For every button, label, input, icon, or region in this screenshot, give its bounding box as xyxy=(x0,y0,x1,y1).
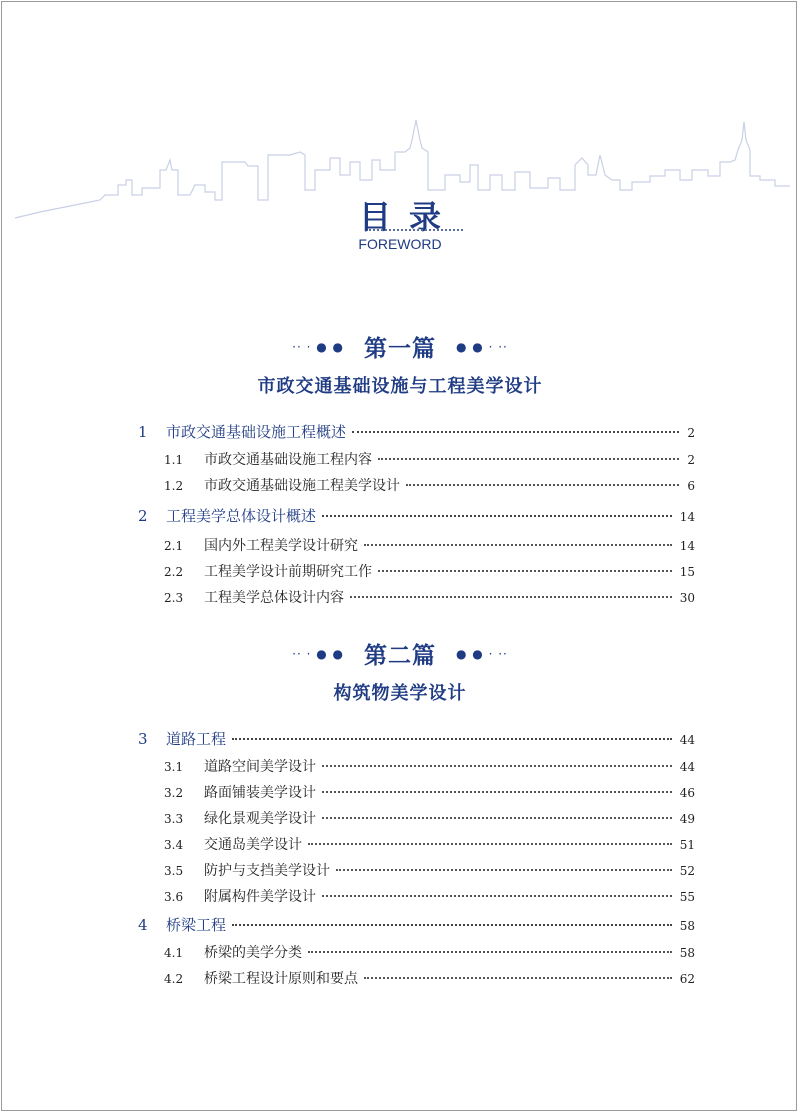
chapter-title: 桥梁工程 xyxy=(166,916,227,934)
page-number: 2 xyxy=(687,453,695,467)
section-title: 桥梁的美学分类 xyxy=(204,945,302,961)
page-number: 2 xyxy=(687,426,695,440)
part-title: 第一篇 xyxy=(364,335,436,362)
page-number: 14 xyxy=(679,510,695,524)
section-number: 4.1 xyxy=(164,946,184,960)
chapter-title: 工程美学总体设计概述 xyxy=(166,507,317,525)
chapter-title: 道路工程 xyxy=(166,730,227,748)
part-title: 第二篇 xyxy=(364,642,436,669)
dot-leader xyxy=(378,458,679,460)
toc-section-row[interactable] xyxy=(138,832,695,858)
section-number: 3.6 xyxy=(164,890,184,904)
page-number: 58 xyxy=(679,919,695,933)
toc-chapter-row[interactable] xyxy=(138,726,695,752)
ornament-dots-left: ·· · ● ● xyxy=(292,339,344,354)
section-title: 交通岛美学设计 xyxy=(204,837,302,853)
part-subtitle: 市政交通基础设施与工程美学设计 xyxy=(257,376,543,397)
dot-leader xyxy=(364,977,672,979)
section-number: 3.2 xyxy=(164,786,184,800)
page-number: 15 xyxy=(679,565,695,579)
dot-leader xyxy=(322,791,672,793)
ornament-dots-left: ·· · ● ● xyxy=(292,646,344,661)
section-title: 工程美学总体设计内容 xyxy=(204,590,344,606)
chapter-title: 市政交通基础设施工程概述 xyxy=(166,423,347,441)
page-number: 55 xyxy=(679,890,695,904)
part-subtitle: 构筑物美学设计 xyxy=(333,683,467,704)
section-title: 路面铺装美学设计 xyxy=(204,785,316,801)
section-number: 3.4 xyxy=(164,838,184,852)
section-number: 2.1 xyxy=(164,539,184,553)
chapter-number: 4 xyxy=(138,916,148,934)
toc-section-row[interactable] xyxy=(138,858,695,884)
section-number: 3.3 xyxy=(164,812,184,826)
page-number: 44 xyxy=(679,733,695,747)
chapter-number: 1 xyxy=(138,423,148,441)
part-heading xyxy=(0,637,800,670)
toc-section-row[interactable] xyxy=(138,780,695,806)
section-title: 工程美学设计前期研究工作 xyxy=(204,564,372,580)
page-number: 62 xyxy=(679,972,695,986)
toc-chapter-row[interactable] xyxy=(138,503,695,529)
toc-section-row[interactable] xyxy=(138,585,695,611)
toc-section-row[interactable] xyxy=(138,940,695,966)
toc-chapter-row[interactable] xyxy=(138,912,695,938)
section-title: 防护与支挡美学设计 xyxy=(204,863,330,879)
dot-leader xyxy=(322,895,672,897)
dot-leader xyxy=(336,869,672,871)
toc-section-row[interactable] xyxy=(138,447,695,473)
section-title: 桥梁工程设计原则和要点 xyxy=(204,971,358,987)
section-number: 1.1 xyxy=(164,453,184,467)
dot-leader xyxy=(232,738,672,740)
dot-leader xyxy=(308,843,672,845)
chapter-number: 3 xyxy=(138,730,148,748)
section-number: 1.2 xyxy=(164,479,184,493)
page-number: 52 xyxy=(679,864,695,878)
toc-section-row[interactable] xyxy=(138,806,695,832)
dot-leader xyxy=(378,570,672,572)
section-title: 附属构件美学设计 xyxy=(204,889,316,905)
toc-section-row[interactable] xyxy=(138,533,695,559)
ornament-dots-right: ● ● · ·· xyxy=(456,646,508,661)
chapter-number: 2 xyxy=(138,507,148,525)
page-number: 49 xyxy=(679,812,695,826)
page-number: 51 xyxy=(679,838,695,852)
page-number: 58 xyxy=(679,946,695,960)
section-title: 市政交通基础设施工程美学设计 xyxy=(204,478,400,494)
section-number: 2.3 xyxy=(164,591,184,605)
dot-leader xyxy=(352,431,679,433)
dot-leader xyxy=(322,765,672,767)
page-number: 46 xyxy=(679,786,695,800)
toc-section-row[interactable] xyxy=(138,966,695,992)
toc-section-row[interactable] xyxy=(138,754,695,780)
toc-chapter-row[interactable] xyxy=(138,419,695,445)
section-number: 3.5 xyxy=(164,864,184,878)
toc-section-row[interactable] xyxy=(138,473,695,499)
dot-leader xyxy=(232,924,672,926)
section-number: 3.1 xyxy=(164,760,184,774)
page-number: 44 xyxy=(679,760,695,774)
toc-section-row[interactable] xyxy=(138,559,695,585)
section-number: 2.2 xyxy=(164,565,184,579)
part-heading xyxy=(0,330,800,363)
toc-section-row[interactable] xyxy=(138,884,695,910)
section-title: 道路空间美学设计 xyxy=(204,759,316,775)
section-title: 绿化景观美学设计 xyxy=(204,811,316,827)
dot-leader xyxy=(364,544,672,546)
page-subtitle: FOREWORD xyxy=(358,236,442,252)
page-number: 6 xyxy=(687,479,695,493)
dot-leader xyxy=(322,817,672,819)
dot-leader xyxy=(308,951,672,953)
page-number: 30 xyxy=(679,591,695,605)
section-title: 市政交通基础设施工程内容 xyxy=(204,452,372,468)
dot-leader xyxy=(350,596,672,598)
section-number: 4.2 xyxy=(164,972,184,986)
page-title: 目录 xyxy=(358,198,459,236)
page-number: 14 xyxy=(679,539,695,553)
dot-leader xyxy=(322,515,672,517)
dot-leader xyxy=(406,484,679,486)
title-divider xyxy=(369,229,463,231)
ornament-dots-right: ● ● · ·· xyxy=(456,339,508,354)
section-title: 国内外工程美学设计研究 xyxy=(204,538,358,554)
